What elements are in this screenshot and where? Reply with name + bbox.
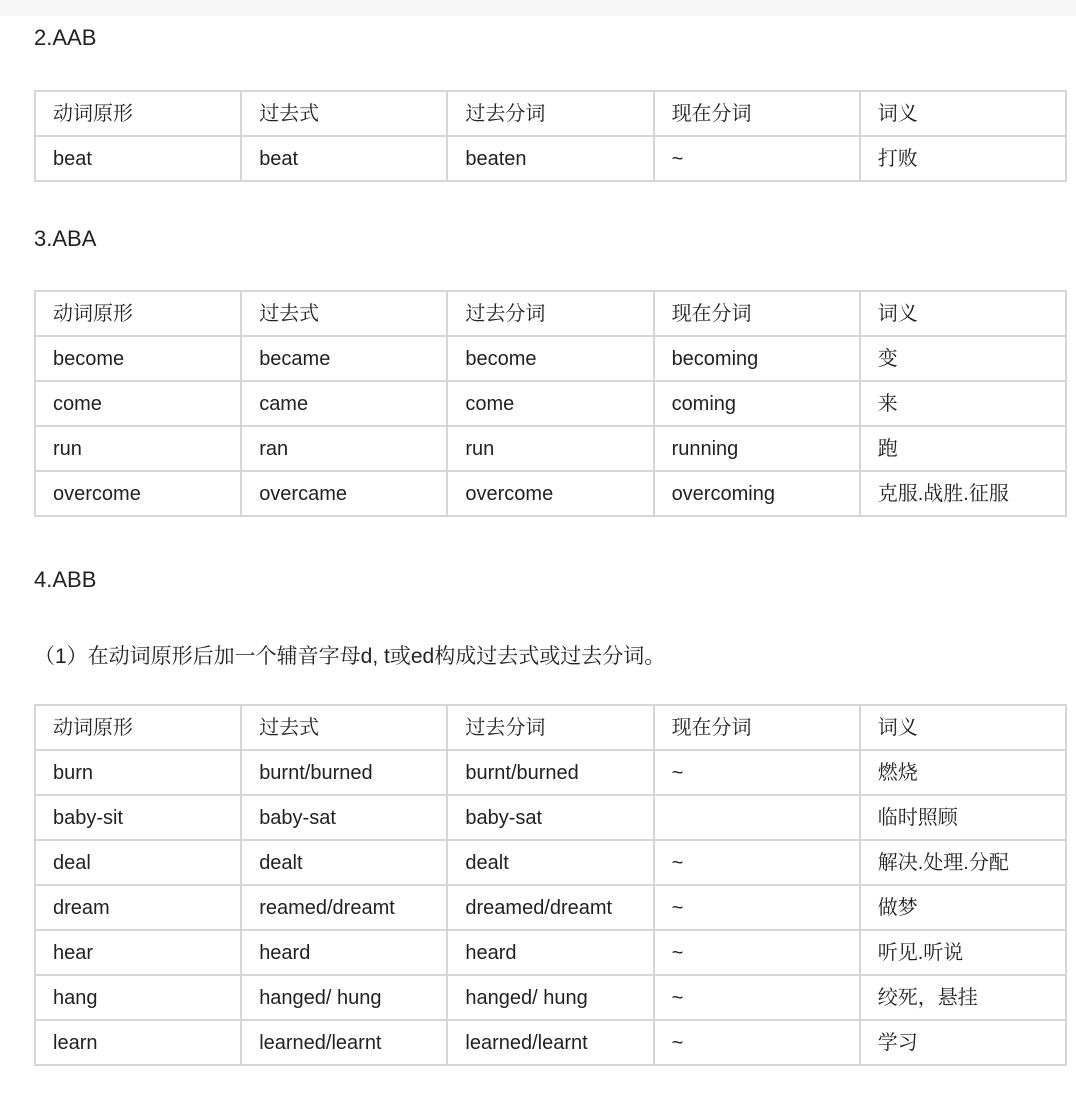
table-cell: overcome [35, 471, 241, 516]
verb-table-aab [34, 90, 1067, 182]
table-cell: 绞死，悬挂 [860, 975, 1066, 1020]
header-cell: 动词原形 [35, 705, 241, 750]
table-row [35, 1020, 1066, 1065]
table-row [35, 885, 1066, 930]
section-note: （1）在动词原形后加一个辅音字母d, t或ed构成过去式或过去分词。 [34, 645, 666, 668]
table-cell: deal [35, 840, 241, 885]
table-cell: heard [241, 930, 447, 975]
table-cell: come [35, 381, 241, 426]
table-cell: run [35, 426, 241, 471]
table-cell: ~ [654, 750, 860, 795]
table-cell [654, 795, 860, 840]
header-row [35, 91, 1066, 136]
table-cell: baby-sit [35, 795, 241, 840]
table-cell: reamed/dreamt [241, 885, 447, 930]
table-row [35, 975, 1066, 1020]
section-heading-aba: 3.ABA [34, 226, 97, 251]
table-row [35, 930, 1066, 975]
table-cell: 解决.处理.分配 [860, 840, 1066, 885]
table-cell: baby-sat [241, 795, 447, 840]
table-cell: burnt/burned [241, 750, 447, 795]
header-cell: 过去式 [241, 291, 447, 336]
table-cell: hanged/ hung [447, 975, 653, 1020]
table-cell: ran [241, 426, 447, 471]
header-cell: 动词原形 [35, 291, 241, 336]
table-cell: ~ [654, 1020, 860, 1065]
header-cell: 过去式 [241, 705, 447, 750]
table-cell: learn [35, 1020, 241, 1065]
table-cell: beat [241, 136, 447, 181]
table-cell: 打败 [860, 136, 1066, 181]
table-cell: burnt/burned [447, 750, 653, 795]
table-cell: hear [35, 930, 241, 975]
section-heading-abb: 4.ABB [34, 567, 97, 592]
table-cell: 临时照顾 [860, 795, 1066, 840]
table-row [35, 840, 1066, 885]
table-row [35, 795, 1066, 840]
table-row [35, 471, 1066, 516]
table-cell: ~ [654, 975, 860, 1020]
header-cell: 词义 [860, 91, 1066, 136]
table-cell: coming [654, 381, 860, 426]
table-cell: 跑 [860, 426, 1066, 471]
table-cell: overcome [447, 471, 653, 516]
table-cell: ~ [654, 840, 860, 885]
header-cell: 词义 [860, 291, 1066, 336]
table-cell: becoming [654, 336, 860, 381]
table-cell: 学习 [860, 1020, 1066, 1065]
table-cell: beat [35, 136, 241, 181]
header-row [35, 705, 1066, 750]
top-bar [0, 0, 1076, 16]
table-cell: 来 [860, 381, 1066, 426]
header-cell: 过去分词 [447, 705, 653, 750]
section-heading-aab: 2.AAB [34, 25, 97, 50]
table-cell: dealt [447, 840, 653, 885]
table-cell: burn [35, 750, 241, 795]
header-cell: 动词原形 [35, 91, 241, 136]
table-row [35, 426, 1066, 471]
table-row [35, 750, 1066, 795]
table-cell: became [241, 336, 447, 381]
table-cell: came [241, 381, 447, 426]
table-cell: become [447, 336, 653, 381]
table-cell: baby-sat [447, 795, 653, 840]
table-cell: become [35, 336, 241, 381]
table-cell: overcoming [654, 471, 860, 516]
header-cell: 过去式 [241, 91, 447, 136]
table-row [35, 136, 1066, 181]
table-cell: learned/learnt [241, 1020, 447, 1065]
table-cell: beaten [447, 136, 653, 181]
table-cell: ~ [654, 885, 860, 930]
table-cell: overcame [241, 471, 447, 516]
header-cell: 词义 [860, 705, 1066, 750]
header-cell: 现在分词 [654, 291, 860, 336]
table-cell: ~ [654, 136, 860, 181]
verb-table-abb [34, 704, 1067, 1066]
table-cell: 燃烧 [860, 750, 1066, 795]
header-cell: 过去分词 [447, 291, 653, 336]
table-row [35, 336, 1066, 381]
table-cell: dream [35, 885, 241, 930]
verb-table-aba [34, 290, 1067, 517]
table-cell: dreamed/dreamt [447, 885, 653, 930]
header-cell: 现在分词 [654, 705, 860, 750]
table-cell: 做梦 [860, 885, 1066, 930]
table-row [35, 381, 1066, 426]
table-cell: come [447, 381, 653, 426]
table-cell: ~ [654, 930, 860, 975]
header-row [35, 291, 1066, 336]
table-cell: 变 [860, 336, 1066, 381]
table-cell: 克服.战胜.征服 [860, 471, 1066, 516]
table-cell: hanged/ hung [241, 975, 447, 1020]
table-cell: running [654, 426, 860, 471]
table-cell: learned/learnt [447, 1020, 653, 1065]
table-cell: run [447, 426, 653, 471]
table-cell: hang [35, 975, 241, 1020]
table-cell: 听见.听说 [860, 930, 1066, 975]
table-cell: dealt [241, 840, 447, 885]
header-cell: 现在分词 [654, 91, 860, 136]
header-cell: 过去分词 [447, 91, 653, 136]
table-cell: heard [447, 930, 653, 975]
